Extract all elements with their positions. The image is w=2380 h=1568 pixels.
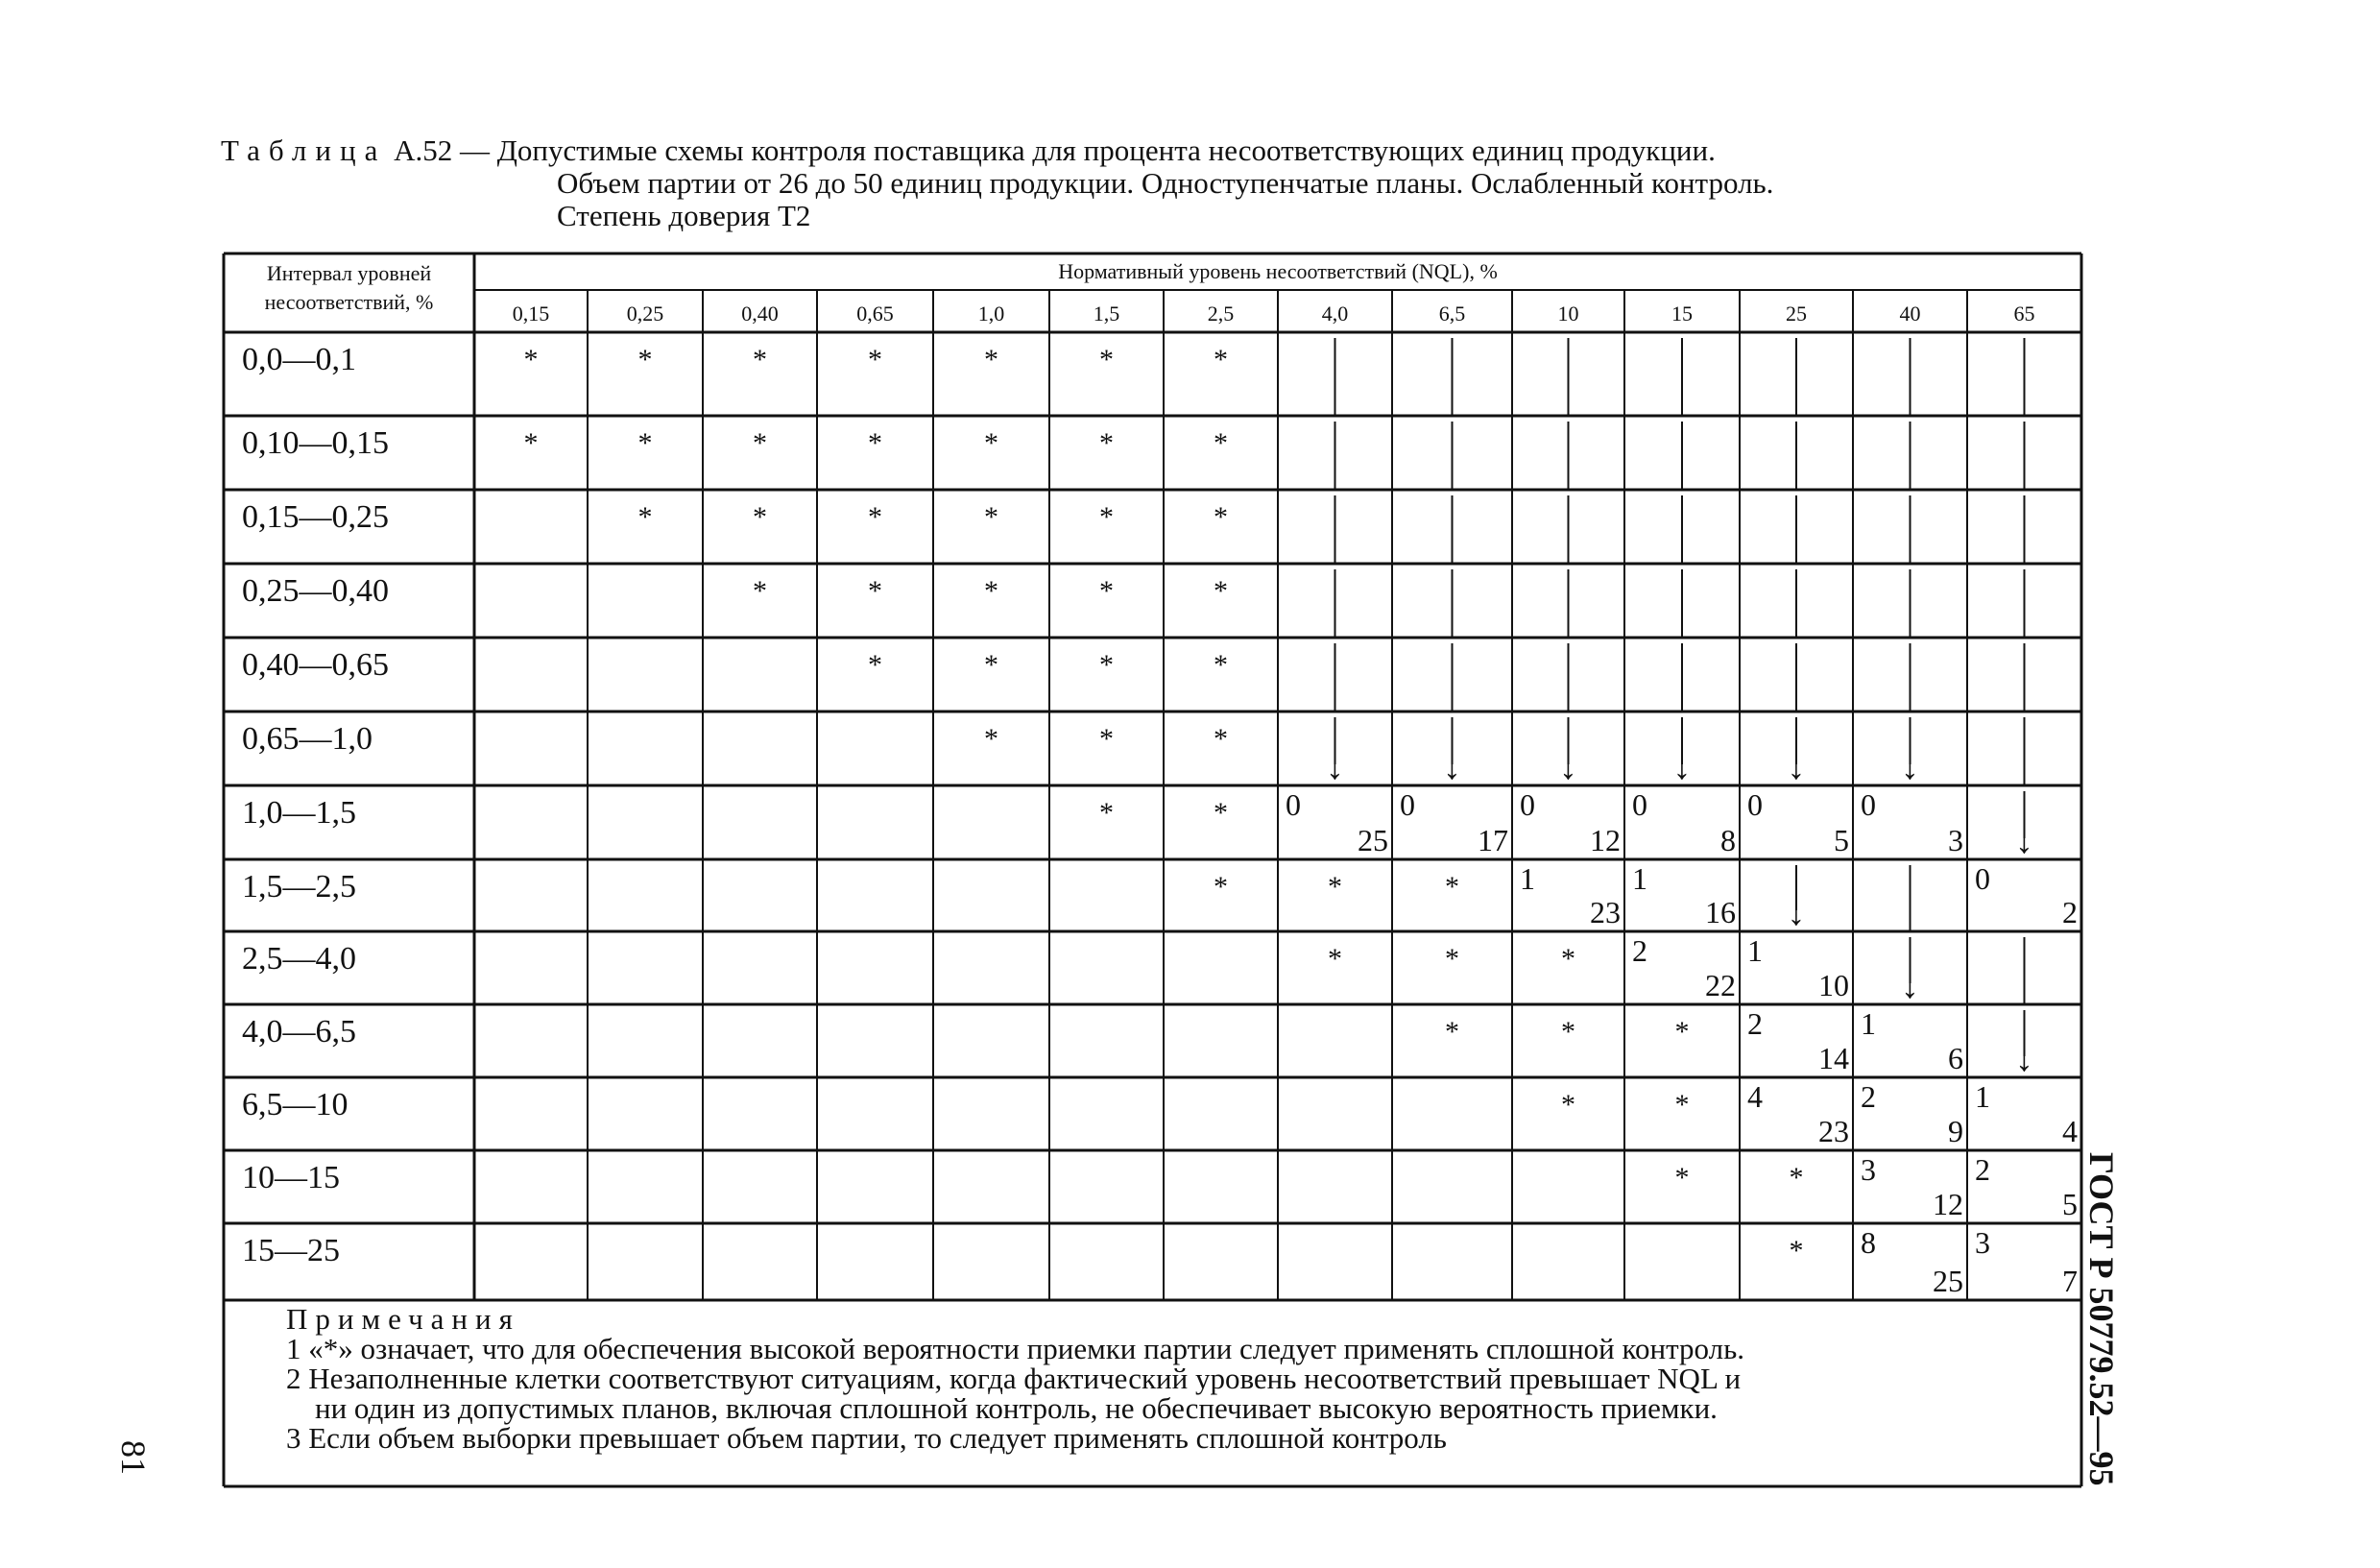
note-3: 3 Если объем выборки превышает объем партии, то следует применять сплошной контроль xyxy=(286,1421,1447,1455)
asterisk-mark: * xyxy=(1214,723,1228,755)
row-label: 0,40—0,65 xyxy=(242,647,389,683)
asterisk-mark: * xyxy=(1214,797,1228,829)
asterisk-mark: * xyxy=(1328,871,1342,903)
column-header: 0,25 xyxy=(626,302,664,326)
sample-size: 3 xyxy=(1948,823,1963,857)
asterisk-mark: * xyxy=(1099,723,1114,755)
acceptance-number: 0 xyxy=(1747,787,1763,822)
sample-size: 22 xyxy=(1705,968,1736,1002)
asterisk-mark: * xyxy=(1445,1016,1459,1048)
asterisk-mark: * xyxy=(637,344,653,375)
column-header: 15 xyxy=(1671,302,1693,326)
sample-size: 5 xyxy=(2062,1187,2078,1221)
standard-designation: ГОСТ Р 50779.52—95 xyxy=(2082,1152,2121,1486)
acceptance-number: 0 xyxy=(1400,787,1415,822)
acceptance-number: 0 xyxy=(1286,787,1301,822)
page-number: 81 xyxy=(114,1440,153,1475)
asterisk-mark: * xyxy=(637,501,653,533)
asterisk-mark: * xyxy=(523,427,539,459)
asterisk-mark: * xyxy=(868,501,882,533)
asterisk-mark: * xyxy=(984,427,998,459)
acceptance-number: 1 xyxy=(1861,1006,1876,1041)
asterisk-mark: * xyxy=(1214,649,1228,681)
asterisk-mark: * xyxy=(1445,871,1459,903)
sample-size: 23 xyxy=(1590,895,1621,929)
asterisk-mark: * xyxy=(984,723,998,755)
column-header: 6,5 xyxy=(1438,302,1466,326)
asterisk-mark: * xyxy=(523,344,539,375)
asterisk-mark: * xyxy=(1561,1089,1575,1121)
column-header: 1,0 xyxy=(977,302,1005,326)
asterisk-mark: * xyxy=(1099,501,1114,533)
acceptance-number: 2 xyxy=(1747,1006,1763,1041)
row-label: 0,65—1,0 xyxy=(242,721,373,757)
arrow-down-icon: ↓ xyxy=(1559,747,1577,787)
row-label: 6,5—10 xyxy=(242,1087,349,1122)
asterisk-mark: * xyxy=(868,575,882,607)
note-2: 2 Незаполненные клетки соответствуют ситуациям, когда фактический уровень несоответствий превышает NQL и xyxy=(286,1362,1742,1395)
asterisk-mark: * xyxy=(1674,1162,1690,1194)
asterisk-mark: * xyxy=(1674,1016,1690,1048)
asterisk-mark: * xyxy=(637,427,653,459)
acceptance-number: 1 xyxy=(1632,861,1647,896)
row-header-label: Интервал уровней xyxy=(266,261,432,285)
acceptance-number: 2 xyxy=(1861,1079,1876,1114)
sample-size: 8 xyxy=(1720,823,1736,857)
column-header: 40 xyxy=(1899,302,1921,326)
column-header: 25 xyxy=(1786,302,1807,326)
caption-line-2: Объем партии от 26 до 50 единиц продукции. Одноступенчатые планы. Ослабленный контроль. xyxy=(557,166,1774,200)
asterisk-mark: * xyxy=(1561,943,1575,975)
row-header-label: несоответствий, % xyxy=(264,290,434,314)
asterisk-mark: * xyxy=(984,344,998,375)
caption-line-3: Степень доверия Т2 xyxy=(557,199,811,232)
acceptance-number: 3 xyxy=(1975,1225,1990,1260)
sample-size: 14 xyxy=(1818,1041,1849,1075)
row-label: 0,25—0,40 xyxy=(242,573,389,609)
asterisk-mark: * xyxy=(1099,427,1114,459)
row-label: 10—15 xyxy=(242,1160,340,1195)
acceptance-number: 2 xyxy=(1632,933,1647,968)
column-group-header: Нормативный уровень несоответствий (NQL), % xyxy=(1058,259,1498,283)
asterisk-mark: * xyxy=(1214,501,1228,533)
asterisk-mark: * xyxy=(753,575,767,607)
sample-size: 12 xyxy=(1933,1187,1963,1221)
asterisk-mark: * xyxy=(1328,943,1342,975)
asterisk-mark: * xyxy=(984,649,998,681)
sample-size: 9 xyxy=(1948,1114,1963,1148)
caption-line-1: А.52 — Допустимые схемы контроля поставщика для процента несоответствующих единиц продукции. xyxy=(394,133,1716,167)
asterisk-mark: * xyxy=(1099,797,1114,829)
caption-prefix: Таблица xyxy=(221,133,387,167)
asterisk-mark: * xyxy=(1099,649,1114,681)
column-header: 0,15 xyxy=(512,302,550,326)
row-label: 1,0—1,5 xyxy=(242,795,356,831)
arrow-down-icon: ↓ xyxy=(1326,747,1344,787)
acceptance-number: 2 xyxy=(1975,1152,1990,1187)
acceptance-number: 1 xyxy=(1747,933,1763,968)
asterisk-mark: * xyxy=(1214,575,1228,607)
asterisk-mark: * xyxy=(1214,344,1228,375)
column-header: 1,5 xyxy=(1093,302,1120,326)
sample-size: 25 xyxy=(1358,823,1388,857)
asterisk-mark: * xyxy=(1561,1016,1575,1048)
sample-size: 25 xyxy=(1933,1264,1963,1298)
asterisk-mark: * xyxy=(1214,871,1228,903)
arrow-down-icon: ↓ xyxy=(1672,747,1692,787)
sample-size: 6 xyxy=(1948,1041,1963,1075)
sample-size: 7 xyxy=(2062,1264,2078,1298)
row-label: 15—25 xyxy=(242,1233,340,1268)
acceptance-number: 4 xyxy=(1747,1079,1763,1114)
asterisk-mark: * xyxy=(1674,1089,1690,1121)
table-caption xyxy=(221,134,2103,232)
asterisk-mark: * xyxy=(753,501,767,533)
column-header: 0,40 xyxy=(741,302,779,326)
sample-size: 16 xyxy=(1705,895,1736,929)
asterisk-mark: * xyxy=(868,427,882,459)
asterisk-mark: * xyxy=(1789,1235,1804,1266)
acceptance-number: 0 xyxy=(1975,861,1990,896)
arrow-down-icon: ↓ xyxy=(1443,747,1461,787)
column-header: 0,65 xyxy=(856,302,894,326)
row-label: 0,15—0,25 xyxy=(242,499,389,535)
acceptance-number: 8 xyxy=(1861,1225,1876,1260)
asterisk-mark: * xyxy=(868,649,882,681)
asterisk-mark: * xyxy=(1214,427,1228,459)
row-label: 0,10—0,15 xyxy=(242,425,389,461)
column-header: 2,5 xyxy=(1207,302,1235,326)
arrow-down-icon: ↓ xyxy=(2015,821,2033,861)
acceptance-number: 0 xyxy=(1861,787,1876,822)
sample-size: 4 xyxy=(2062,1114,2078,1148)
acceptance-number: 0 xyxy=(1632,787,1647,822)
sample-size: 17 xyxy=(1478,823,1508,857)
row-label: 2,5—4,0 xyxy=(242,941,356,977)
asterisk-mark: * xyxy=(984,501,998,533)
asterisk-mark: * xyxy=(1099,575,1114,607)
column-header: 65 xyxy=(2013,302,2035,326)
sample-size: 10 xyxy=(1818,968,1849,1002)
asterisk-mark: * xyxy=(868,344,882,375)
arrow-down-icon: ↓ xyxy=(1787,747,1806,787)
asterisk-mark: * xyxy=(1099,344,1114,375)
sample-size: 5 xyxy=(1834,823,1849,857)
asterisk-mark: * xyxy=(1445,943,1459,975)
notes-block xyxy=(286,1304,2072,1453)
arrow-down-icon: ↓ xyxy=(1901,747,1919,787)
note-1: 1 «*» означает, что для обеспечения высокой вероятности приемки партии следует применять сплошной контроль. xyxy=(286,1332,1744,1365)
acceptance-number: 1 xyxy=(1975,1079,1990,1114)
row-label: 4,0—6,5 xyxy=(242,1014,356,1049)
arrow-down-icon: ↓ xyxy=(1901,966,1919,1006)
sample-size: 23 xyxy=(1818,1114,1849,1148)
acceptance-number: 1 xyxy=(1520,861,1535,896)
acceptance-number: 0 xyxy=(1520,787,1535,822)
asterisk-mark: * xyxy=(753,344,767,375)
sample-size: 12 xyxy=(1590,823,1621,857)
row-label: 0,0—0,1 xyxy=(242,342,356,377)
asterisk-mark: * xyxy=(753,427,767,459)
column-header: 4,0 xyxy=(1321,302,1349,326)
note-2-continued: ни один из допустимых планов, включая сплошной контроль, не обеспечивает высокую вероятность приемки. xyxy=(315,1391,1718,1425)
arrow-down-icon: ↓ xyxy=(2015,1039,2033,1079)
arrow-down-icon: ↓ xyxy=(1787,893,1806,933)
sample-size: 2 xyxy=(2062,895,2078,929)
acceptance-number: 3 xyxy=(1861,1152,1876,1187)
asterisk-mark: * xyxy=(1789,1162,1804,1194)
column-header: 10 xyxy=(1557,302,1579,326)
row-label: 1,5—2,5 xyxy=(242,869,356,905)
notes-title: Примечания xyxy=(286,1302,520,1336)
asterisk-mark: * xyxy=(984,575,998,607)
